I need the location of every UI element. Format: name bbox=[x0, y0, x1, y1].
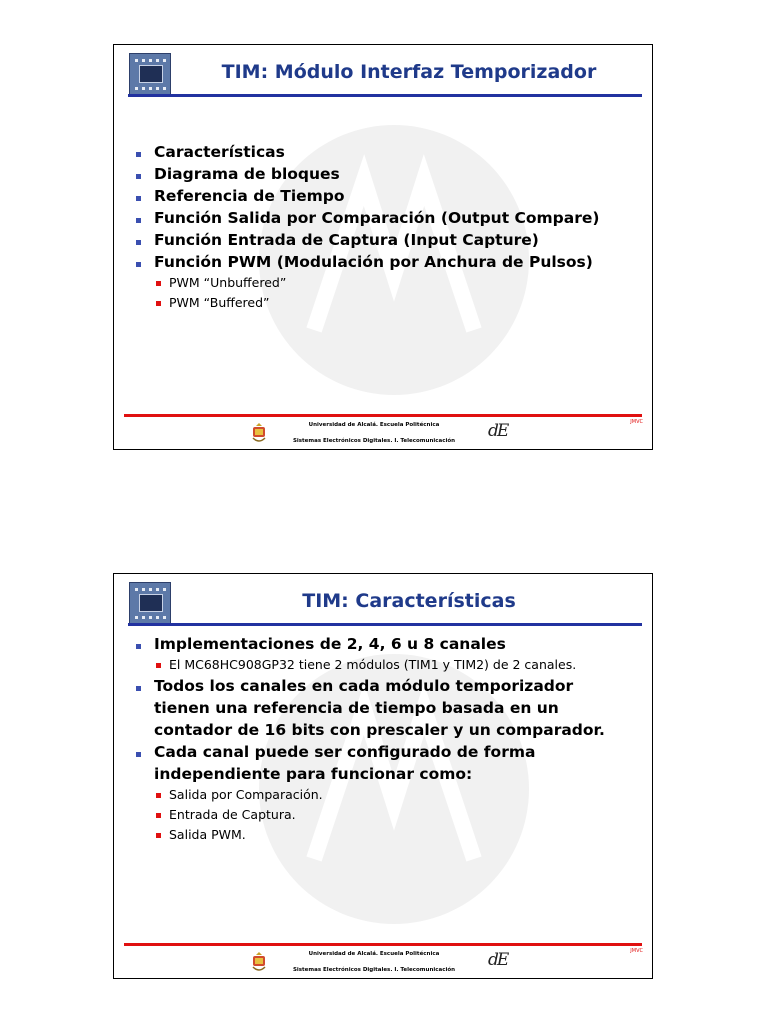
bullet-square-icon bbox=[136, 152, 141, 157]
footer-institution: Universidad de Alcalá. Escuela Politécnica bbox=[308, 951, 440, 957]
bullet-continuation bbox=[136, 719, 644, 741]
footer-divider bbox=[124, 943, 642, 946]
footer-course: Sistemas Electrónicos Digitales. I. Telecomunicación bbox=[292, 967, 456, 973]
sub-bullet-text: PWM “Unbuffered” bbox=[169, 275, 287, 290]
bullet-text: Cada canal puede ser configurado de forma bbox=[154, 743, 536, 761]
footer-divider bbox=[124, 414, 642, 417]
bullet-item bbox=[136, 633, 644, 655]
sub-bullet-square-icon bbox=[156, 663, 161, 668]
bullet-square-icon bbox=[136, 240, 141, 245]
bullet-continuation bbox=[136, 763, 644, 785]
sub-bullet-item bbox=[156, 785, 644, 805]
microcontroller-board-logo-icon bbox=[129, 53, 171, 95]
sub-bullet-text: Entrada de Captura. bbox=[169, 807, 296, 822]
bullet-item bbox=[136, 229, 644, 251]
bullet-text: Diagrama de bloques bbox=[154, 165, 340, 183]
bullet-item bbox=[136, 675, 644, 697]
bullet-text: Función Entrada de Captura (Input Capture) bbox=[154, 231, 539, 249]
bullet-square-icon bbox=[136, 196, 141, 201]
sub-bullet-item bbox=[156, 825, 644, 845]
sub-bullet-square-icon bbox=[156, 813, 161, 818]
bullet-square-icon bbox=[136, 686, 141, 691]
sub-bullet-list bbox=[136, 273, 644, 313]
bullet-text: Características bbox=[154, 143, 285, 161]
sub-bullet-item bbox=[156, 805, 644, 825]
bullet-item bbox=[136, 185, 644, 207]
bullet-item bbox=[136, 251, 644, 273]
bullet-text: independiente para funcionar como: bbox=[154, 765, 473, 783]
sub-bullet-text: Salida PWM. bbox=[169, 827, 246, 842]
bullet-text: Todos los canales en cada módulo temporizador bbox=[154, 677, 574, 695]
bullet-item bbox=[136, 163, 644, 185]
footer-course: Sistemas Electrónicos Digitales. I. Telecomunicación bbox=[292, 438, 456, 444]
bullet-square-icon bbox=[136, 262, 141, 267]
bullet-square-icon bbox=[136, 752, 141, 757]
footer-institution: Universidad de Alcalá. Escuela Politécnica bbox=[308, 422, 440, 428]
bullet-item bbox=[136, 141, 644, 163]
sub-bullet-text: El MC68HC908GP32 tiene 2 módulos (TIM1 y TIM2) de 2 canales. bbox=[169, 657, 577, 672]
bullet-list bbox=[136, 633, 644, 845]
university-crest-icon bbox=[250, 422, 268, 444]
bullet-square-icon bbox=[136, 644, 141, 649]
sub-bullet-square-icon bbox=[156, 833, 161, 838]
sub-bullet-square-icon bbox=[156, 301, 161, 306]
bullet-text: Función Salida por Comparación (Output Compare) bbox=[154, 209, 600, 227]
slide-title: TIM: Características bbox=[302, 590, 516, 612]
department-logo-icon: dE bbox=[488, 950, 508, 970]
bullet-square-icon bbox=[136, 218, 141, 223]
sub-bullet-text: Salida por Comparación. bbox=[169, 787, 323, 802]
microcontroller-board-logo-icon bbox=[129, 582, 171, 624]
author-initials: JMVC bbox=[630, 948, 643, 954]
sub-bullet-item bbox=[156, 273, 644, 293]
bullet-text: contador de 16 bits con prescaler y un comparador. bbox=[154, 721, 605, 739]
title-divider bbox=[128, 623, 642, 626]
sub-bullet-item bbox=[156, 293, 644, 313]
sub-bullet-square-icon bbox=[156, 793, 161, 798]
author-initials: JMVC bbox=[630, 419, 643, 425]
bullet-item bbox=[136, 207, 644, 229]
bullet-list bbox=[136, 141, 644, 313]
university-crest-icon bbox=[250, 951, 268, 973]
bullet-square-icon bbox=[136, 174, 141, 179]
sub-bullet-list bbox=[136, 785, 644, 845]
sub-bullet-list bbox=[136, 655, 644, 675]
bullet-text: Función PWM (Modulación por Anchura de Pulsos) bbox=[154, 253, 593, 271]
bullet-text: Implementaciones de 2, 4, 6 u 8 canales bbox=[154, 635, 506, 653]
bullet-text: Referencia de Tiempo bbox=[154, 187, 345, 205]
sub-bullet-item bbox=[156, 655, 644, 675]
sub-bullet-square-icon bbox=[156, 281, 161, 286]
title-divider bbox=[128, 94, 642, 97]
slide-title: TIM: Módulo Interfaz Temporizador bbox=[221, 61, 597, 83]
sub-bullet-text: PWM “Buffered” bbox=[169, 295, 270, 310]
slide-1 bbox=[113, 44, 653, 450]
bullet-continuation bbox=[136, 697, 644, 719]
department-logo-icon: dE bbox=[488, 421, 508, 441]
bullet-item bbox=[136, 741, 644, 763]
bullet-text: tienen una referencia de tiempo basada en un bbox=[154, 699, 559, 717]
slide-2 bbox=[113, 573, 653, 979]
